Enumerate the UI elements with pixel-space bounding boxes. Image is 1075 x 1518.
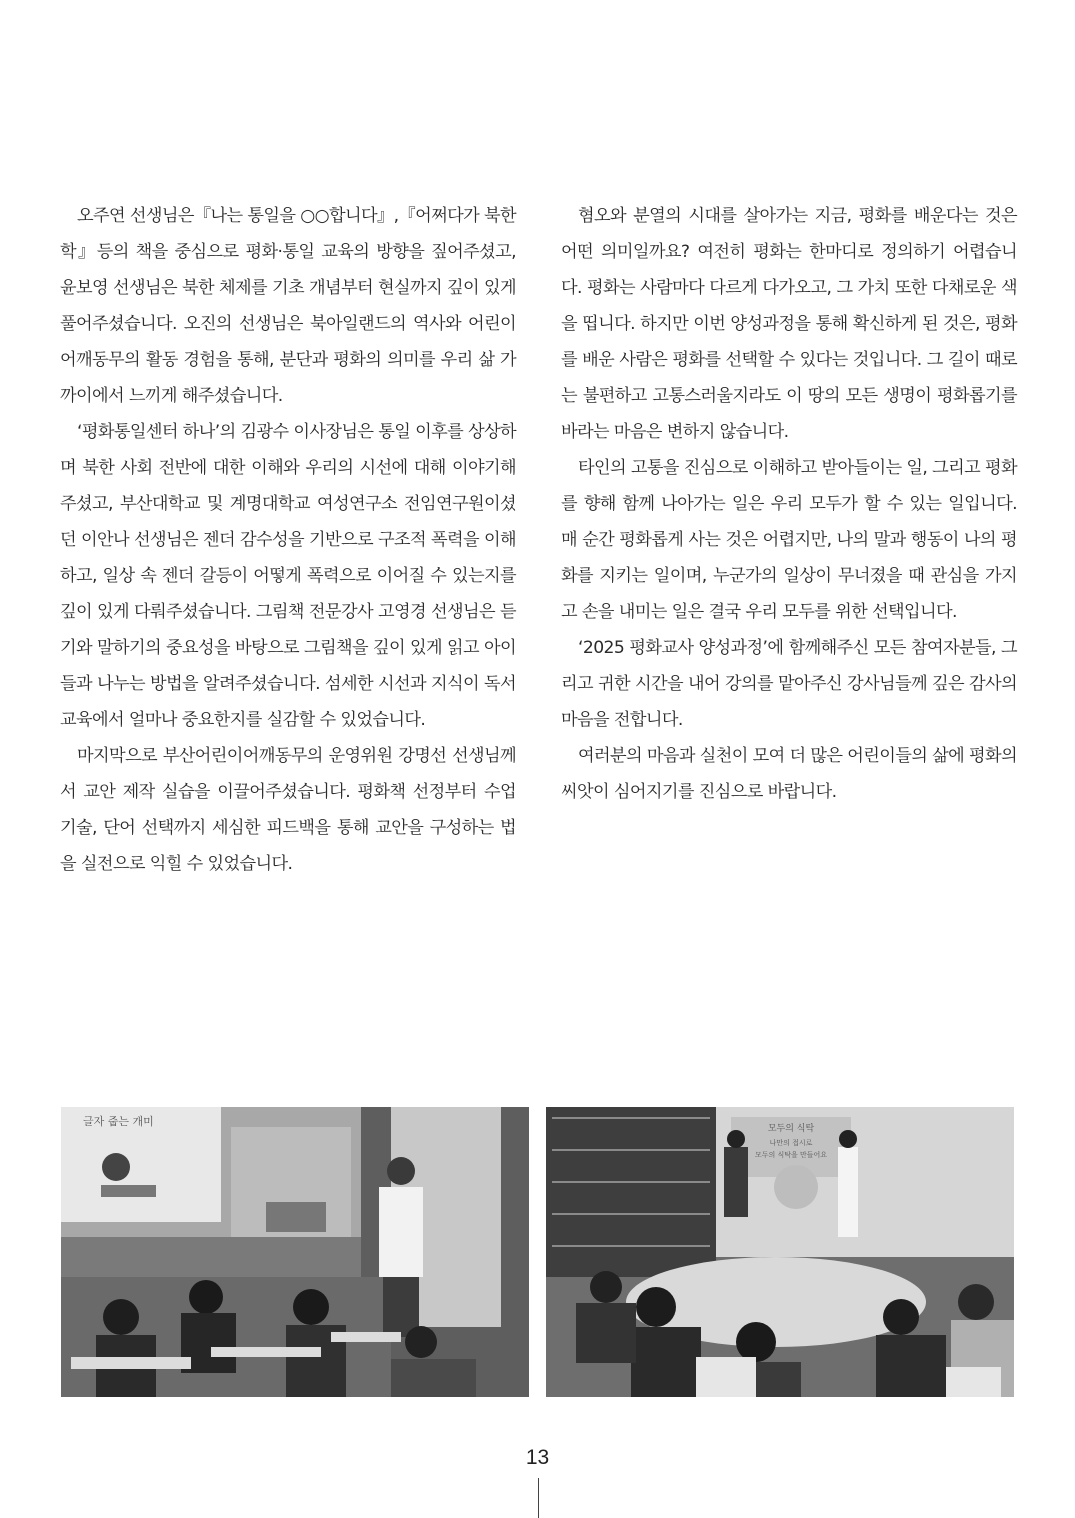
- text-column-left: [60, 198, 516, 882]
- paragraph: ‘평화통일센터 하나’의 김광수 이사장님은 통일 이후를 상상하며 북한 사회 전반에 대한 이해와 우리의 시선에 대해 이야기해주셨고, 부산대학교 및 계명대학교 여성연구소 전임연구원이셨던 이안나 선생님은 젠더 감수성을 기반으로 구조적 폭력을 이해하고, 일상 속 젠더 갈등이 어떻게 폭력으로 이어질 수 있는지를 깊이 있게 다뤄주셨습니다. 그림책 전문강사 고영경 선생님은 듣기와 말하기의 중요성을 바탕으로 그림책을 깊이 있게 읽고 아이들과 나누는 방법을 알려주셨습니다. 섬세한 시선과 지식이 독서교육에서 얼마나 중요한지를 실감할 수 있었습니다.: [60, 422, 516, 730]
- paragraph: 타인의 고통을 진심으로 이해하고 받아들이는 일, 그리고 평화를 향해 함께 나아가는 일은 우리 모두가 할 수 있는 일입니다. 매 순간 평화롭게 사는 것은 어렵지만, 나의 말과 행동이 나의 평화를 지키는 일이며, 누군가의 일상이 무너졌을 때 관심을 가지고 손을 내미는 일은 결국 우리 모두를 위한 선택입니다.: [561, 458, 1017, 622]
- text-column-right: [561, 198, 1017, 810]
- paragraph: 혐오와 분열의 시대를 살아가는 지금, 평화를 배운다는 것은 어떤 의미일까요? 여전히 평화는 한마디로 정의하기 어렵습니다. 평화는 사람마다 다르게 다가오고, 그 가치 또한 다채로운 색을 띱니다. 하지만 이번 양성과정을 통해 확신하게 된 것은, 평화를 배운 사람은 평화를 선택할 수 있다는 것입니다. 그 길이 때로는 불편하고 고통스러울지라도 이 땅의 모든 생명이 평화롭기를 바라는 마음은 변하지 않습니다.: [561, 206, 1017, 442]
- photo-lecture-room: [61, 1107, 529, 1397]
- screen-title: [83, 1114, 154, 1128]
- paragraph: 마지막으로 부산어린이어깨동무의 운영위원 강명선 선생님께서 교안 제작 실습을 이끌어주셨습니다. 평화책 선정부터 수업 기술, 단어 선택까지 세심한 피드백을 통해 교안을 구성하는 법을 실전으로 익힐 수 있었습니다.: [60, 746, 516, 874]
- svg-text:모두의 식탁을 만들어요: 모두의 식탁을 만들어요: [754, 1151, 828, 1159]
- page-number-rule: [538, 1478, 539, 1518]
- paragraph: 여러분의 마음과 실천이 모여 더 많은 어린이들의 삶에 평화의 씨앗이 심어지기를 진심으로 바랍니다.: [561, 746, 1017, 802]
- photo-library-workshop: [546, 1107, 1014, 1397]
- page-number: 13: [525, 1446, 550, 1469]
- paragraph: 오주연 선생님은『나는 통일을 ○○합니다』,『어쩌다가 북한학』등의 책을 중심으로 평화·통일 교육의 방향을 짚어주셨고, 윤보영 선생님은 북한 체제를 기초 개념부터 현실까지 깊이 있게 풀어주셨습니다. 오진의 선생님은 북아일랜드의 역사와 어린이어깨동무의 활동 경험을 통해, 분단과 평화의 의미를 우리 삶 가까이에서 느끼게 해주셨습니다.: [60, 206, 516, 406]
- svg-text:나만의 접시로: 나만의 접시로: [769, 1139, 813, 1147]
- paragraph: ‘2025 평화교사 양성과정’에 함께해주신 모든 참여자분들, 그리고 귀한 시간을 내어 강의를 맡아주신 강사님들께 깊은 감사의 마음을 전합니다.: [561, 638, 1017, 730]
- svg-text:글자 줍는 개미: 글자 줍는 개미: [83, 1115, 154, 1128]
- svg-text:모두의 식탁: 모두의 식탁: [767, 1124, 815, 1134]
